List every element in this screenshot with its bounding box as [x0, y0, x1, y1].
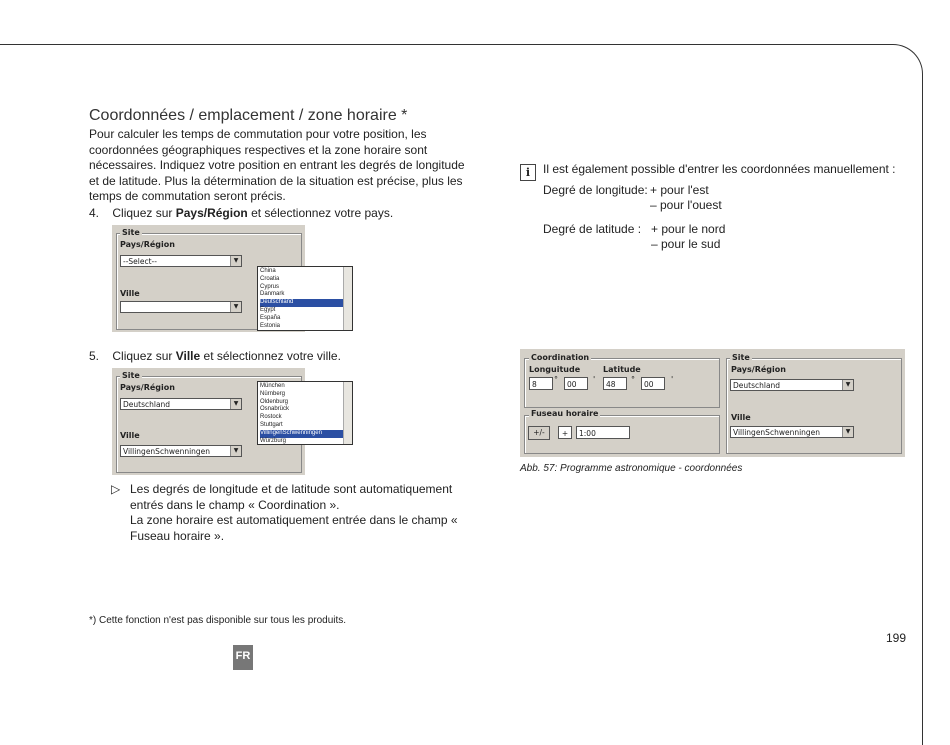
- list-option[interactable]: München: [260, 383, 285, 389]
- result-line-1: Les degrés de longitude et de latitude sont automatiquement entrés dans le champ « Coordination ».: [130, 482, 453, 512]
- city-combo[interactable]: [730, 426, 854, 438]
- step-bold: Ville: [175, 349, 201, 363]
- longitude-plus: + pour l'est: [650, 183, 709, 197]
- list-option[interactable]: Stuttgart: [260, 421, 283, 428]
- chevron-down-icon[interactable]: ▼: [842, 427, 853, 437]
- city-combo[interactable]: [120, 301, 242, 313]
- list-option[interactable]: China: [260, 268, 276, 274]
- degree-symbol: °: [554, 375, 558, 384]
- city-label: Ville: [120, 289, 140, 298]
- list-option[interactable]: Danmark: [260, 291, 285, 298]
- city-label: Ville: [120, 431, 140, 440]
- coordination-group-label: Coordination: [531, 353, 590, 362]
- step-text-after: et sélectionnez votre pays.: [247, 206, 394, 220]
- chevron-down-icon[interactable]: ▼: [842, 380, 853, 390]
- chevron-down-icon[interactable]: ▼: [230, 399, 241, 409]
- country-value: Deutschland: [123, 400, 171, 409]
- country-label: Pays/Région: [731, 365, 786, 374]
- result-note: [130, 482, 465, 544]
- timezone-input[interactable]: [576, 426, 630, 439]
- list-option[interactable]: Osnabrück: [260, 406, 290, 413]
- city-dropdown-list[interactable]: [257, 381, 353, 445]
- country-value: --Select--: [123, 257, 157, 266]
- site-group-label: Site: [732, 353, 750, 362]
- country-combo[interactable]: [120, 398, 242, 410]
- list-option[interactable]: VillingenSchwenningen: [260, 430, 350, 438]
- longitude-minus: – pour l'ouest: [650, 198, 722, 212]
- page-number: 199: [886, 631, 907, 645]
- latitude-degree-input[interactable]: 48: [603, 377, 627, 390]
- list-option[interactable]: España: [260, 314, 281, 321]
- city-combo[interactable]: [120, 445, 242, 457]
- step-text-before: Cliquez sur: [112, 349, 176, 363]
- longitude-field-label: Longuitude: [529, 365, 581, 374]
- timezone-value: 1:00: [579, 429, 596, 438]
- step-4: [89, 206, 393, 220]
- site-group-label: Site: [122, 371, 140, 380]
- list-option[interactable]: Estonia: [260, 322, 281, 329]
- site-group-label: Site: [122, 228, 140, 237]
- country-combo[interactable]: [730, 379, 854, 391]
- list-option[interactable]: Würzburg: [260, 437, 287, 444]
- list-option[interactable]: Deutschland: [260, 299, 350, 307]
- section-title: Coordonnées / emplacement / zone horaire *: [89, 107, 408, 124]
- step-5: [89, 349, 341, 363]
- footnote: *) Cette fonction n'est pas disponible sur tous les produits.: [89, 615, 347, 626]
- country-dropdown-list[interactable]: [257, 266, 353, 331]
- chevron-down-icon[interactable]: ▼: [230, 256, 241, 266]
- list-option[interactable]: Oldenburg: [260, 398, 289, 405]
- scrollbar[interactable]: [343, 382, 352, 444]
- city-value: VillingenSchwenningen: [123, 447, 211, 456]
- timezone-group-label: Fuseau horaire: [531, 409, 599, 418]
- step-bold: Pays/Région: [175, 206, 248, 220]
- figure-caption: Abb. 57: Programme astronomique - coordonnées: [520, 463, 743, 474]
- minute-symbol: ': [671, 375, 674, 384]
- minute-symbol: ': [593, 375, 596, 384]
- result-arrow-icon: ▷: [111, 482, 121, 496]
- country-label: Pays/Région: [120, 383, 175, 392]
- result-line-2: La zone horaire est automatiquement entrée dans le champ « Fuseau horaire ».: [130, 513, 458, 543]
- latitude-plus: + pour le nord: [651, 222, 726, 236]
- latitude-minute-input[interactable]: 00: [641, 377, 665, 390]
- city-value: VillingenSchwenningen: [733, 428, 821, 437]
- longitude-label: Degré de longitude:: [543, 183, 648, 197]
- country-label: Pays/Région: [120, 240, 175, 249]
- intro-paragraph: Pour calculer les temps de commutation pour votre position, les coordonnées géographiques respectives et la zone horaire sont nécessaires. Indiquez votre position en entrant les degrés de longitude et de latitude. Plus la détermination de la situation est précise, plus les temps de commutation seront précis.: [89, 127, 465, 203]
- degree-symbol: °: [631, 375, 635, 384]
- coordinates-screenshot: [520, 349, 905, 457]
- longitude-degree-input[interactable]: 8: [529, 377, 553, 390]
- country-value: Deutschland: [733, 381, 781, 390]
- city-label: Ville: [731, 413, 751, 422]
- step-text-after: et sélectionnez votre ville.: [200, 349, 341, 363]
- chevron-down-icon[interactable]: ▼: [230, 302, 241, 312]
- country-combo[interactable]: [120, 255, 242, 267]
- language-tab: FR: [233, 645, 253, 670]
- timezone-sign: +: [558, 426, 572, 439]
- list-option[interactable]: Rostock: [260, 414, 282, 421]
- longitude-minute-input[interactable]: 00: [564, 377, 588, 390]
- list-option[interactable]: Croatia: [260, 275, 280, 282]
- list-option[interactable]: Cyprus: [260, 283, 280, 290]
- scrollbar[interactable]: [343, 267, 352, 330]
- plus-minus-button[interactable]: +/-: [528, 426, 550, 440]
- list-option[interactable]: Egypt: [260, 306, 276, 313]
- info-text: Il est également possible d'entrer les coordonnées manuellement :: [543, 162, 896, 176]
- step-number: 4.: [89, 206, 100, 220]
- step-text-before: Cliquez sur: [112, 206, 176, 220]
- info-icon: i: [520, 164, 536, 181]
- latitude-minus: – pour le sud: [651, 237, 721, 251]
- latitude-field-label: Latitude: [603, 365, 641, 374]
- chevron-down-icon[interactable]: ▼: [230, 446, 241, 456]
- step-number: 5.: [89, 349, 100, 363]
- list-option[interactable]: Nürnberg: [260, 390, 286, 397]
- latitude-label: Degré de latitude :: [543, 222, 642, 236]
